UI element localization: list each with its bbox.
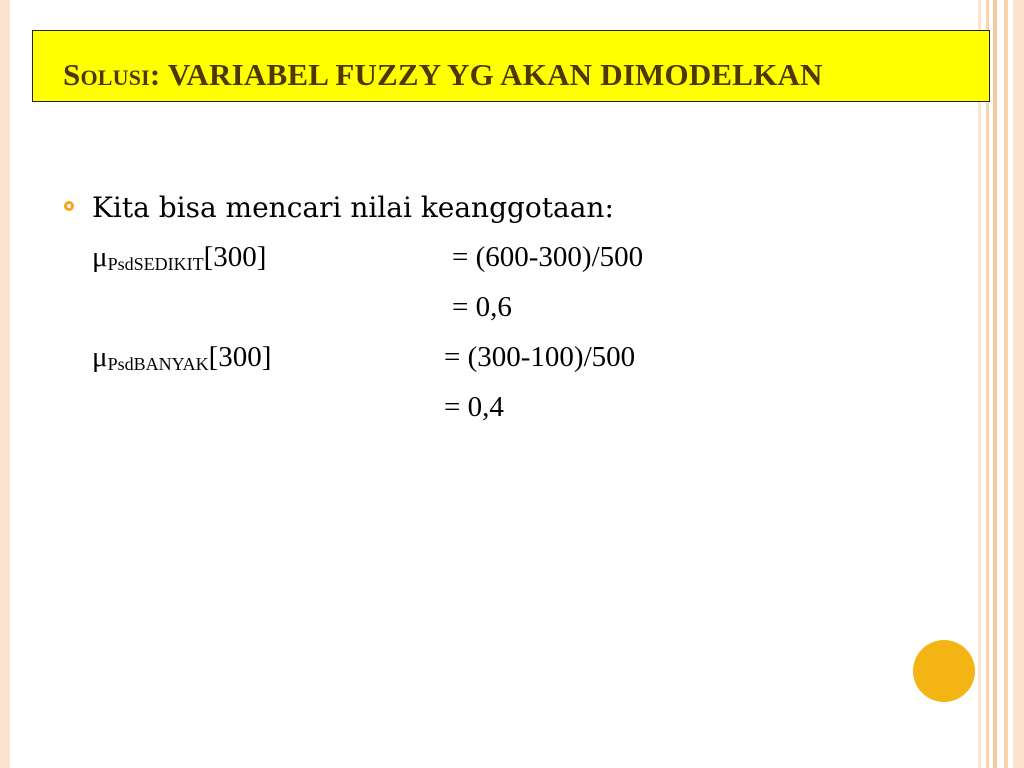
slide-title — [63, 59, 823, 90]
equation-banyak-step-1: = (300-100)/500 — [444, 341, 636, 373]
equation-sedikit-step-1: = (600-300)/500 — [452, 241, 644, 273]
left-border-decoration — [0, 0, 10, 768]
bullet-circle-icon — [64, 201, 74, 211]
subscript-banyak: PsdBANYAK — [107, 354, 209, 374]
title-box — [32, 30, 990, 102]
argument-banyak: [300] — [208, 341, 272, 373]
equation-sedikit-step-2: = 0,6 — [452, 291, 512, 323]
decorative-circle — [913, 640, 975, 702]
mu-symbol: μ — [92, 241, 108, 273]
bullet-text: Kita bisa mencari nilai keanggotaan: — [92, 191, 614, 224]
equation-banyak-step-2: = 0,4 — [444, 391, 504, 423]
title-main: VARIABEL FUZZY YG AKAN DIMODELKAN — [160, 57, 823, 92]
membership-banyak-label — [92, 337, 271, 377]
mu-symbol: μ — [92, 341, 108, 373]
right-stripes-decoration — [978, 0, 1024, 768]
title-prefix: Solusi: — [63, 57, 161, 92]
subscript-sedikit: PsdSEDIKIT — [107, 254, 204, 274]
argument-sedikit: [300] — [203, 241, 267, 273]
membership-sedikit-label — [92, 237, 266, 277]
